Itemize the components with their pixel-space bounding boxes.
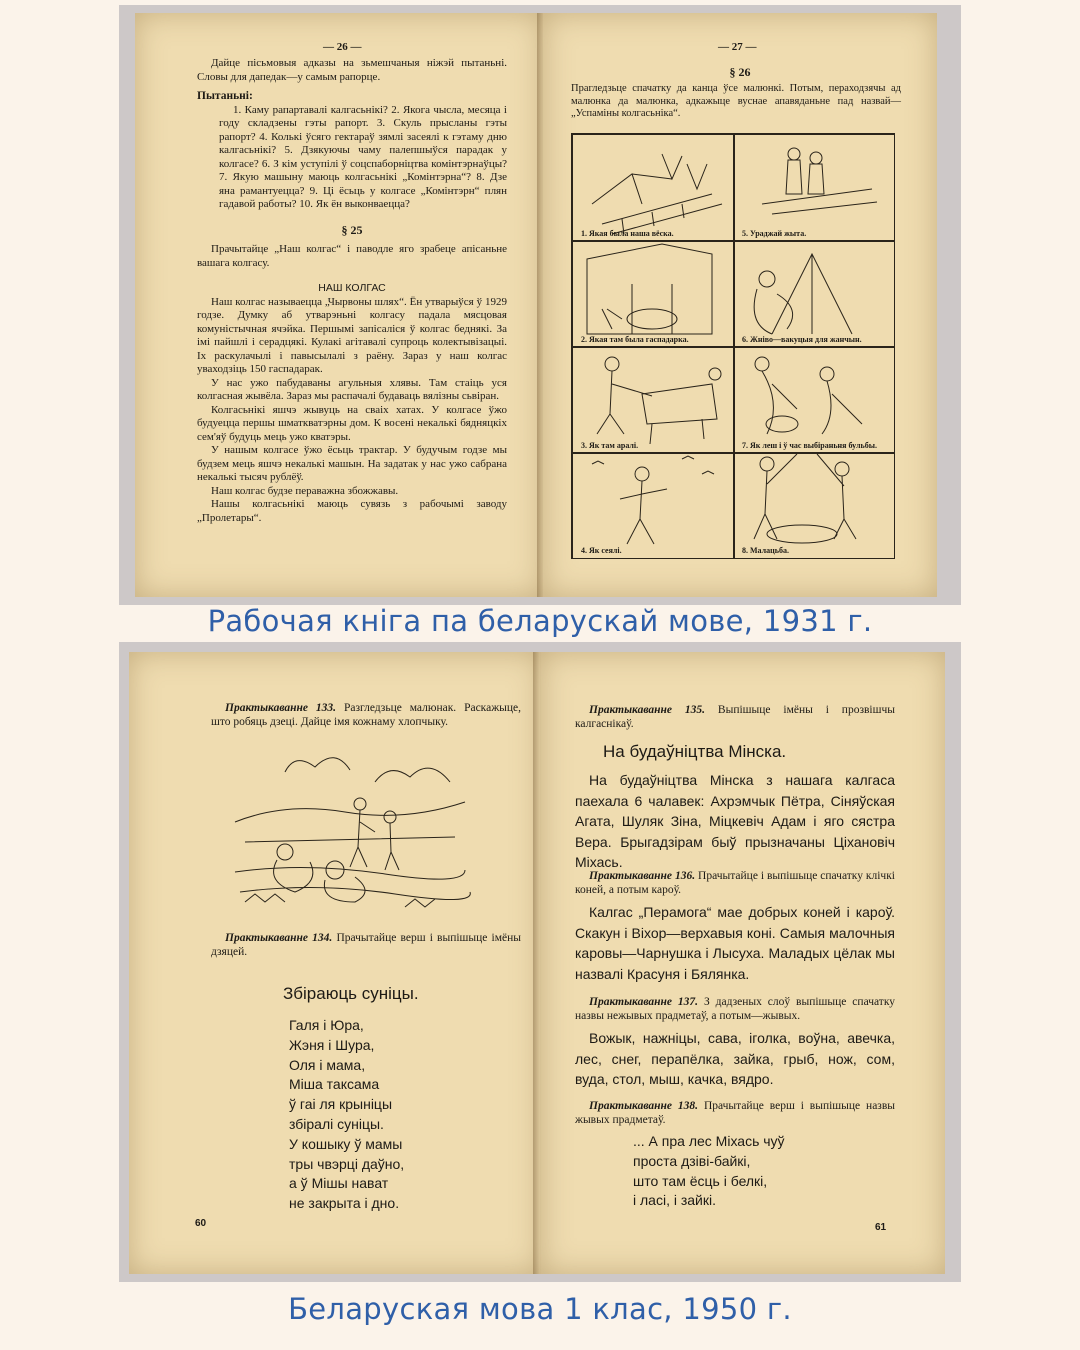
poem-line: Галя і Юра, <box>289 1017 364 1033</box>
exercise-138 <box>575 1100 895 1127</box>
questions-heading: Пытаньні: <box>197 90 253 102</box>
poem-line: Міша таксама <box>289 1076 380 1093</box>
exercise-text: Выпішыце імёны і прозвішчы калгаснікаў. <box>575 704 895 730</box>
text-137: Вожык, нажніцы, сава, іголка, воўна, авечка, лес, снег, перапёлка, зайка, грыб, нож, сом, вуда, стол, мыш, качка, вядро. <box>575 1030 895 1087</box>
poem-lines <box>289 1016 404 1214</box>
exercise-text: Прачытайце верш і выпішыце назвы жывых прадметаў. <box>575 1100 895 1126</box>
exercise-label: Практыкаванне 134. <box>225 932 333 944</box>
page-number: 60 <box>195 1218 207 1229</box>
page-number: 61 <box>875 1222 887 1233</box>
poem-line: Оля і мама, <box>289 1056 366 1073</box>
exercise-text: Прачытайце верш і выпішыце імёны дзяцей. <box>211 932 521 958</box>
exercise-label: Практыкаванне 136. <box>589 870 696 882</box>
exercise-text: З дадзеных слоў выпішыце спачатку назвы нежывых прадметаў, а потым—жывых. <box>575 996 895 1022</box>
poem-line: тры чвэрці даўно, <box>289 1155 405 1172</box>
book1-right-page <box>543 13 937 597</box>
caption-1950: Беларуская мова 1 клас, 1950 г. <box>288 1292 792 1326</box>
exercise-text: Прачытайце і выпішыце спачатку клічкі коней, а потым кароў. <box>575 870 895 896</box>
questions-text: 1. Каму рапартавалі калгасьнікі? 2. Якога чысла, месяца і году складзены гэты рапорт. 3. Скуль прысланы гэты рапорт? 4. Колькі ўсяго гектараў зямлі засеялі к гэтаму дню калгасьнікі? 5. Дзякуючы чаму палепшыўся парадак у колгасе? 6. З кім уступілі ў соцспаборніцтва комінтэрнаўцы? 7. Якую машыну маюць колгасьнікі „Комінтэрна“? 8. Дзе яна рамантуецца? 9. Ці ёсьць у колгасе „Комінтэрн“ плян гадавой работы? 10. Як ён выконваецца? <box>219 103 507 210</box>
poem-line: не закрыта і дно. <box>289 1195 400 1212</box>
exercise-133 <box>211 702 521 729</box>
picture-cell: 2. Якая там была гаспадарка. <box>572 240 735 348</box>
picture-cell: 3. Як там аралі. <box>572 346 735 454</box>
story-paragraph: У нас ужо пабудаваны агульныя хлявы. Там стаіць уся колгасная жывёла. Зараз мы распачалі будаваць вялізны сьвіран. <box>197 376 507 402</box>
picture-cell: 7. Як леш і ў час выбіраньня бульбы. <box>733 346 895 454</box>
task-text: Прачытайце „Наш колгас“ і паводле яго зрабеце апісаньне вашага колгасу. <box>197 243 507 269</box>
story-paragraph: Наш колгас называецца „Чырвоны шлях“. Ён утварыўся ў 1929 годзе. Думку аб утварэньні колгасу падала мясцовая комуністычная ячэйка. Першымі запісаліся ў колгас беднякі. За імі пайшлі і серадцякі. Кулакі агітавалі супроць колектывізацыі. Іх раскулачылі і павысылалі з раёну. Зараз у наш колгас уваходзіць 150 гаспадарак. <box>197 295 507 375</box>
section-number: § 25 <box>341 222 363 237</box>
page-number: — 26 — <box>323 41 362 53</box>
exercise-label: Практыкаванне 135. <box>589 704 706 716</box>
story-paragraph: Колгасьнікі яшчэ жывуць на сваіх хатах. У колгасе ўжо будуецца першы шматкватэрны дом. К восені некалькі бядняцкіх сем'яў будуць мець ужо кватэры. <box>197 403 507 443</box>
poem-line: збіралі суніцы. <box>289 1115 384 1132</box>
poem-line: проста дзіві-байкі, <box>633 1152 751 1169</box>
book1-left-text <box>197 57 507 525</box>
book2-left-page <box>129 652 541 1274</box>
exercise-label: Практыкаванне 133. <box>225 702 337 714</box>
exercise-137 <box>575 996 895 1023</box>
exercise-136 <box>575 870 895 897</box>
text-136: Калгас „Перамога“ мае добрых коней і кароў. Скакун і Віхор—верхавыя коні. Самыя малочныя каровы—Чарнушка і Лысуха. Маладых цёлак мы назвалі Красуня і Бялянка. <box>575 904 895 982</box>
picture-grid <box>571 133 895 559</box>
poem-line: а ў Мішы нават <box>289 1175 389 1192</box>
picture-cell: 6. Жніво—вакуцыя для жанчын. <box>733 240 895 348</box>
story-text: На будаўніцтва Мінска з нашага калгаса паехала 6 чалавек: Ахрэмчык Пётра, Сіняўская Агата, Шуляк Зіна, Міцкевіч Адам і яго сястра Вера. Брыгадзірам быў прызначаны Ціхановіч Міхась. <box>575 772 895 870</box>
caption-1931: Рабочая кніга па беларускай мове, 1931 г. <box>207 604 873 638</box>
story-paragraphs <box>197 296 507 526</box>
task-text: Прагледзьце спачатку да канца ўсе малюнкі. Потым, пераходзячы ад малюнка да малюнка, адкажыце вуснае апавяданьне пад назвай—„Успаміны колгасьніка“. <box>571 83 901 119</box>
picture-cell: 1. Якая была наша вёска. <box>572 134 735 242</box>
story-paragraph: У нашым колгасе ўжо ёсьць трактар. У будучым годзе мы будзем мець яшчэ некалькі машын. На задатак у нас ужо сабрана некалькі тысяч рублёў. <box>197 444 507 483</box>
poem-lines <box>633 1132 785 1211</box>
section-number: § 26 <box>729 65 751 79</box>
book-scan-1950 <box>119 642 961 1282</box>
poem-line: У кошыку ў мамы <box>289 1135 403 1152</box>
picture-cell: 5. Ураджай жыта. <box>733 134 895 242</box>
exercise-134 <box>211 932 521 959</box>
story-paragraph: Нашы колгасьнікі маюць сувязь з рабочымі заводу „Пролетары“. <box>197 498 507 524</box>
exercise-label: Практыкаванне 138. <box>589 1100 699 1112</box>
poem-line: што там ёсць і белкі, <box>633 1172 768 1189</box>
poem-line: Жэня і Шура, <box>289 1036 375 1053</box>
poem-line: ў гаі ля крыніцы <box>289 1096 393 1113</box>
exercise-text: Разгледзьце малюнак. Раскажыце, што робяць дзеці. Дайце імя кожнаму хлопчыку. <box>211 702 521 728</box>
intro-text: Дайце пісьмовыя адказы на зьмешчаныя ніжэй пытаньні. Словы для дапедак—у самым рапорце. <box>197 57 507 83</box>
book-scan-1931 <box>119 5 961 605</box>
picture-cell: 8. Малацьба. <box>733 452 895 559</box>
story-title: На будаўніцтва Мінска. <box>603 742 787 761</box>
picture-cell: 4. Як сеялі. <box>572 452 735 559</box>
exercise-135 <box>575 704 895 731</box>
poem-title: Збіраюць суніцы. <box>283 984 419 1003</box>
book1-left-page <box>135 13 543 597</box>
page-number: — 27 — <box>718 41 757 53</box>
story-title: НАШ КОЛГАС <box>318 282 386 294</box>
poem-line: і ласі, і зайкі. <box>633 1192 716 1209</box>
story-paragraph: Наш колгас будзе пераважна збожжавы. <box>211 484 399 497</box>
exercise-label: Практыкаванне 137. <box>589 996 699 1008</box>
children-illustration <box>225 742 475 912</box>
book2-right-page <box>541 652 945 1274</box>
poem-line: ... А пра лес Міхась чуў <box>633 1133 785 1149</box>
